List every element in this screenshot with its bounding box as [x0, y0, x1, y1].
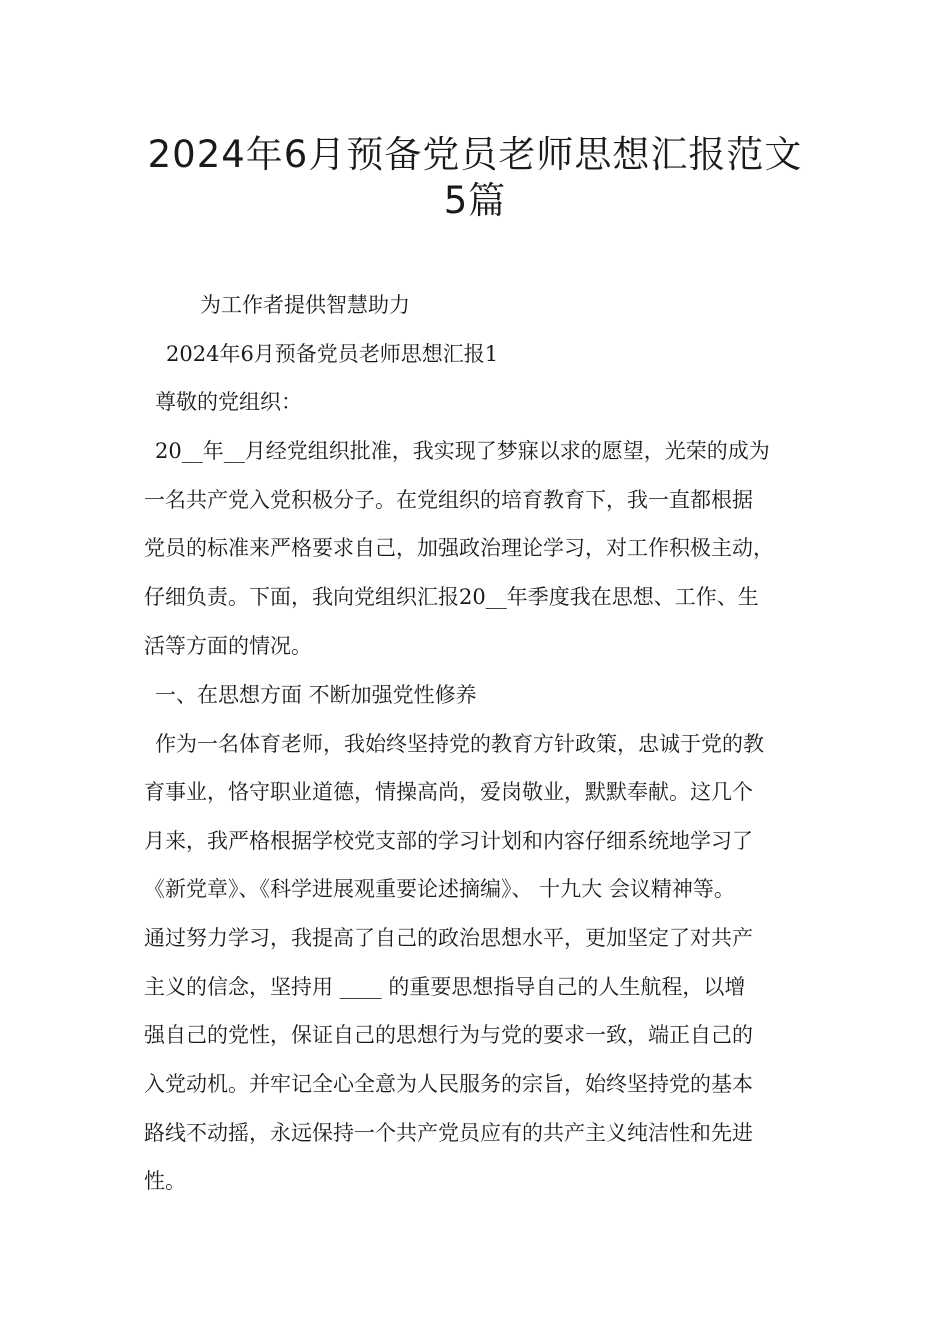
section-heading: 一、在思想方面 不断加强党性修养: [155, 683, 477, 707]
paragraph-line: 20__年__月经党组织批准，我实现了梦寐以求的愿望，光荣的成为: [155, 439, 770, 463]
paragraph-line: 活等方面的情况。: [144, 634, 312, 658]
paragraph-line: 主义的信念，坚持用 ____ 的重要思想指导自己的人生航程，以增: [144, 975, 746, 999]
paragraph-line: 入党动机。并牢记全心全意为人民服务的宗旨，始终坚持党的基本: [144, 1072, 753, 1096]
report-heading: 2024年6月预备党员老师思想汇报1: [166, 342, 499, 366]
paragraph-line: 作为一名体育老师，我始终坚持党的教育方针政策，忠诚于党的教: [155, 732, 764, 756]
document-title-line-2: 5篇: [443, 179, 507, 222]
paragraph-line: 《新党章》、《科学进展观重要论述摘编》、 十九大 会议精神等。: [144, 877, 735, 901]
paragraph-line: 育事业，恪守职业道德，情操高尚，爱岗敬业，默默奉献。这几个: [144, 780, 753, 804]
paragraph-line: 通过努力学习，我提高了自己的政治思想水平，更加坚定了对共产: [144, 926, 753, 950]
paragraph-line: 性。: [144, 1169, 186, 1193]
paragraph-line: 党员的标准来严格要求自己，加强政治理论学习，对工作积极主动，: [144, 536, 774, 560]
document-title-line-1: 2024年6月预备党员老师思想汇报范文: [147, 133, 803, 176]
paragraph-line: 月来，我严格根据学校党支部的学习计划和内容仔细系统地学习了: [144, 829, 753, 853]
tagline: 为工作者提供智慧助力: [200, 293, 410, 317]
paragraph-line: 一名共产党入党积极分子。在党组织的培育教育下，我一直都根据: [144, 488, 753, 512]
paragraph-line: 路线不动摇，永远保持一个共产党员应有的共产主义纯洁性和先进: [144, 1121, 753, 1145]
paragraph-line: 仔细负责。下面，我向党组织汇报20__年季度我在思想、工作、生: [144, 585, 759, 609]
salutation: 尊敬的党组织：: [155, 390, 302, 414]
paragraph-line: 强自己的党性，保证自己的思想行为与党的要求一致，端正自己的: [144, 1023, 753, 1047]
